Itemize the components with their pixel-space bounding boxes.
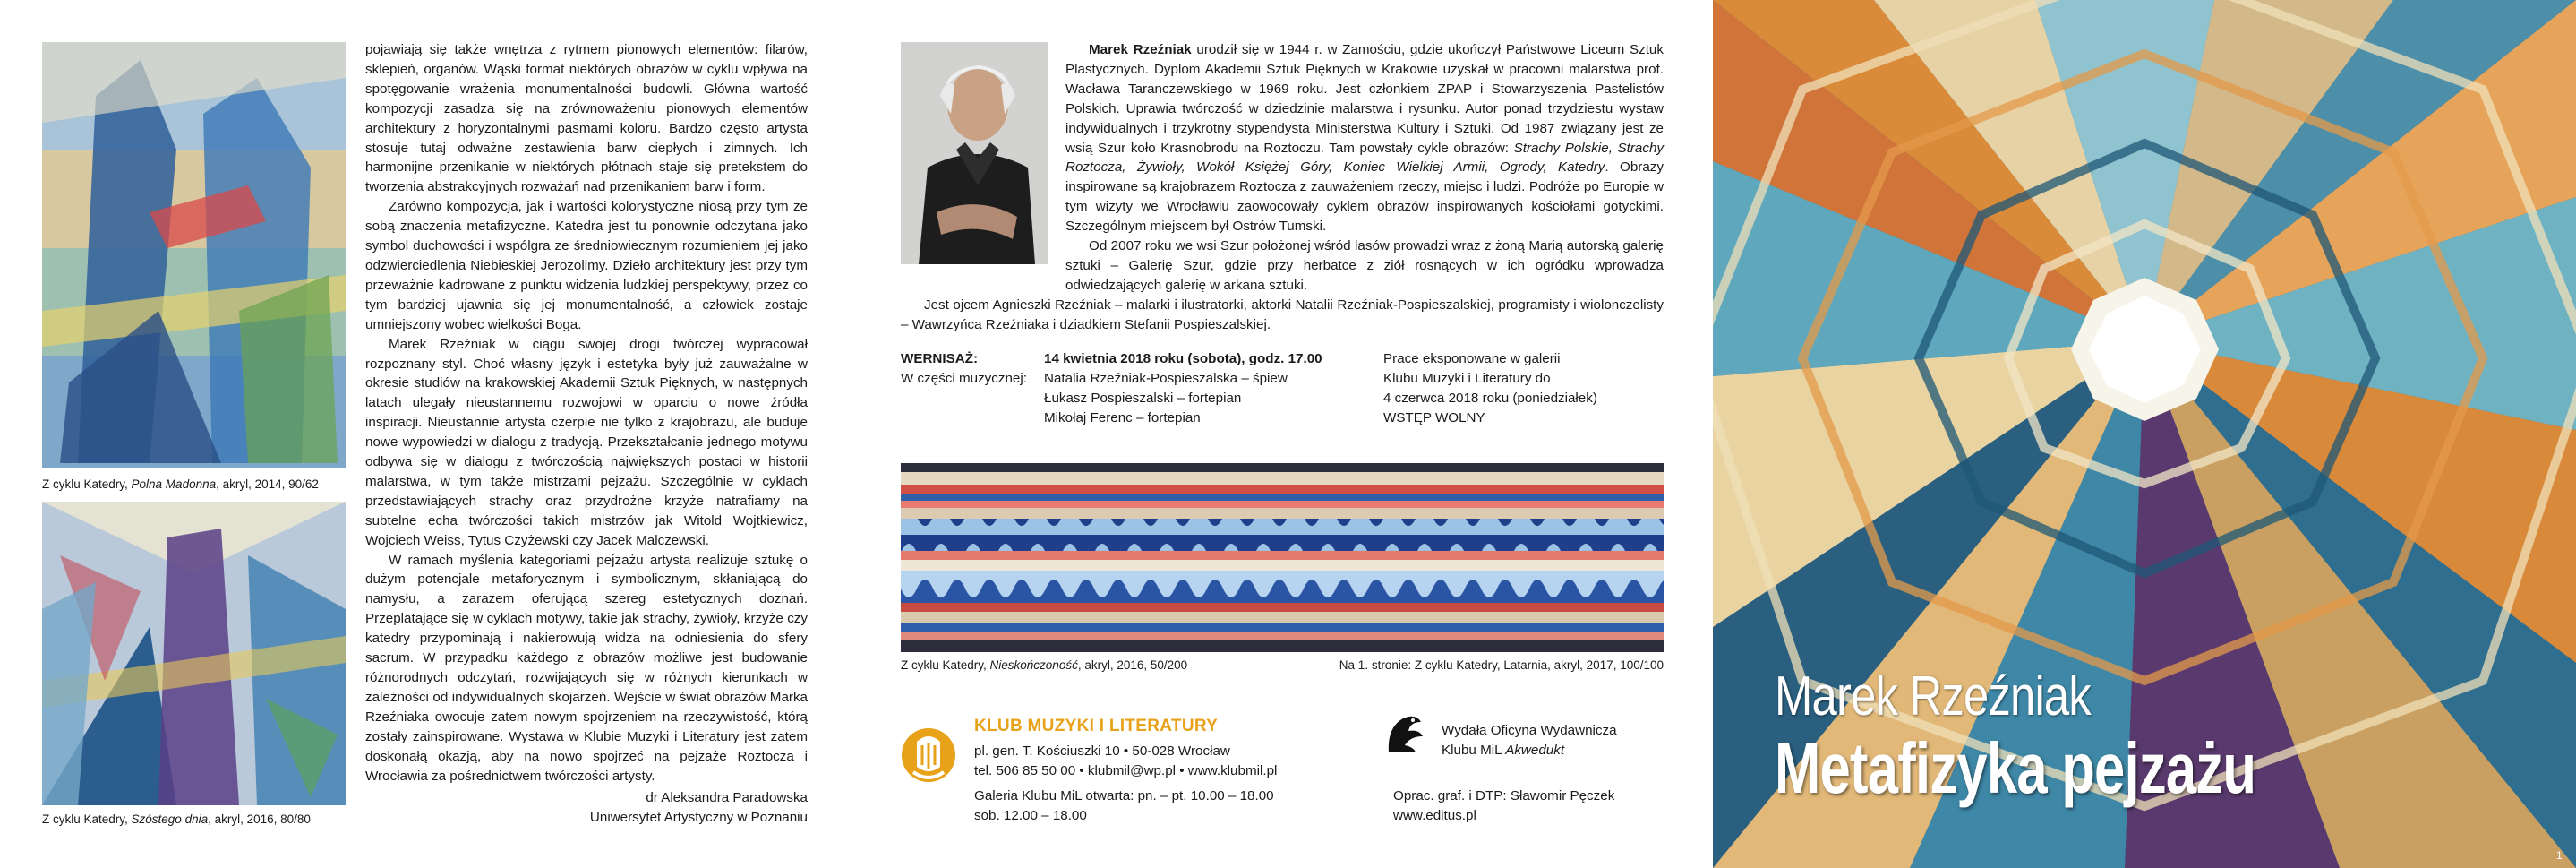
publisher-website: www.editus.pl: [1393, 808, 1476, 823]
essay-paragraph-2: Zarówno kompozycja, jak i wartości kolorystyczne niosą przy tym ze sobą znaczenia metafizyczne. Katedra jest tu ponownie odczytana jako symbol duchowości i wspólgra ze średniowiecznym rozumieniem jej jako odzwierciedlenia Niebieskiej Jerozolimy. Dzieło architektury jest przy tym przeważnie kadrowane z punktu widzenia ludzkiej perspektywy, przez co tym bardziej ujawnia się jej monumentalność, a człowiek zostaje umniejszony wobec wielkości Boga.: [365, 199, 808, 332]
info-line-4: WSTĘP WOLNY: [1383, 410, 1485, 425]
club-address: pl. gen. T. Kościuszki 10 • 50-028 Wrocław: [974, 743, 1230, 759]
caption-szostego-dnia: Z cyklu Katedry, Szóstego dnia, akryl, 2016, 80/80: [42, 812, 311, 826]
music-label: W części muzycznej:: [901, 371, 1027, 386]
essay-paragraph-3: Marek Rzeźniak w ciągu swojej drogi twórczej wypracował rozpoznany styl. Choć własny język i estetyka były już zauważalne w okresie studiów na krakowskiej Akademii Sztuk Pięknych, w następnych latach ulegały nieustannemu rozwojowi w oparciu o nowe źródła inspiracji. Nieustannie artysta czerpie nie tylko z krajobrazu, ale buduje nowe wypowiedzi w dialogu z tradycją. Przekształcanie jednego motywu odbywa się w dialogu z twórczością największych postaci w historii malarstwa, w tym także mistrzami pejzażu. Szczególnie w cyklach przedstawiających strachy oraz przydrożne krzyże natrafiamy na subtelne echa twórczości takich mistrzów jak Witold Wojtkiewicz, Wojciech Weiss, Tytus Czyżewski czy Jacek Malczewski.: [365, 336, 808, 548]
cover-artist-name: Marek Rzeźniak: [1775, 666, 2091, 727]
event-date: 14 kwietnia 2018 roku (sobota), godz. 17.00: [1044, 351, 1322, 366]
dtp-credit: Oprac. graf. i DTP: Sławomir Pęczek: [1393, 788, 1615, 804]
szostego-dnia-art: [42, 502, 346, 805]
painting-nieskonczonosc: [901, 463, 1664, 652]
polna-madonna-art: [42, 42, 346, 468]
cover-page-mark: 1: [2556, 849, 2563, 862]
club-name: KLUB MUZYKI I LITERATURY: [974, 717, 1219, 735]
club-hours-2: sob. 12.00 – 18.00: [974, 808, 1087, 823]
painting-szostego-dnia: [42, 502, 346, 805]
essay-column: [365, 40, 808, 786]
bio-paragraph-3: Jest ojcem Agnieszki Rzeźniak – malarki i ilustratorki, aktorki Natalii Rzeźniak-Pospieszalskiej, programisty i wiolonczelisty – Wawrzyńca Rzeźniaka i dziadkiem Stefanii Pospieszalskiej.: [901, 296, 1664, 332]
nieskonczonosc-art: [901, 463, 1664, 652]
club-hours-1: Galeria Klubu MiL otwarta: pn. – pt. 10.00 – 18.00: [974, 788, 1274, 804]
info-line-1: Prace eksponowane w galerii: [1383, 351, 1561, 366]
essay-affiliation: Uniwersytet Artystyczny w Poznaniu: [589, 810, 808, 825]
publisher-line-2: Klubu MiL Akwedukt: [1442, 743, 1565, 758]
caption-polna-madonna: Z cyklu Katedry, Polna Madonna, akryl, 2014, 90/62: [42, 477, 319, 491]
club-contact: tel. 506 85 50 00 • klubmil@wp.pl • www.klubmil.pl: [974, 763, 1278, 778]
performer-2: Łukasz Pospieszalski – fortepian: [1044, 391, 1242, 406]
essay-author: dr Aleksandra Paradowska: [646, 790, 808, 805]
essay-paragraph-1: pojawiają się także wnętrza z rytmem pionowych elementów: filarów, sklepień, organów. Wąski format niektórych obrazów w cyklu wpływa na spotęgowanie wrażenia monumentalności budowli. Główna wartość kompozycji zasadza się na zrównoważeniu pionowych elementów architektury z horyzontalnymi pasmami koloru. Bardzo często artysta stosuje tutaj odważne zestawienia barw ciepłych i zimnych. Ich harmonijne przenikanie w niektórych płótnach staje się pretekstem do tworzenia abstrakcyjnych rozważań nad przenikaniem barw i form.: [365, 42, 808, 195]
club-logo-icon: [901, 724, 956, 786]
performer-3: Mikołaj Ferenc – fortepian: [1044, 410, 1201, 425]
bio-paragraph-1: Marek Rzeźniak urodził się w 1944 r. w Zamościu, gdzie ukończył Państwowe Liceum Sztuk Plastycznych. Dyplom Akademii Sztuk Pięknych w Krakowie uzyskał w pracowni malarstwa prof. Wacława Taranczewskiego w 1969 roku. Jest członkiem ZPAP i Stowarzyszenia Pastelistów Polskich. Uprawia twórczość w dziedzinie malarstwa i rysunku. Autor ponad trzydziestu wystaw indywidualnych i trzykrotny stypendysta Ministerstwa Kultury i Sztuki. Od 1987 związany jest ze wsią Szur koło Krasnobrodu na Roztoczu. Tam powstały cykle obrazów: Strachy Polskie, Strachy Roztocza, Żywioły, Wokół Księżej Góry, Koniec Wielkiej Armii, Ogrody, Katedry. Obrazy inspirowane są krajobrazem Roztocza z zauważeniem rzeczy, miejsc i ludzi. Podróże po Europie w tym wizyty we Wrocławiu zaowocowały cyklem obrazów inspirowanych kościołami gotyckimi. Szczególnym miejscem był Ostrów Tumski.: [1065, 42, 1665, 235]
performer-1: Natalia Rzeźniak-Pospieszalska – śpiew: [1044, 371, 1288, 386]
bio-artist-name: Marek Rzeźniak: [1089, 42, 1192, 57]
bio-paragraph-2: Od 2007 roku we wsi Szur położonej wśród lasów prowadzi wraz z żoną Marią autorską galerię sztuki – Galerię Szur, gdzie przy herbatce z ziół rosnących w ich ogródku wprowadza odwiedzających galerię w arkana sztuki.: [1065, 238, 1664, 293]
caption-nieskonczonosc: Z cyklu Katedry, Nieskończoność, akryl, 2016, 50/200: [901, 658, 1188, 672]
painting-polna-madonna: [42, 42, 346, 468]
caption-cover-painting: Na 1. stronie: Z cyklu Katedry, Latarnia, akryl, 2017, 100/100: [1339, 658, 1664, 672]
publisher-line-1: Wydała Oficyna Wydawnicza: [1442, 723, 1617, 738]
info-line-2: Klubu Muzyki i Literatury do: [1383, 371, 1551, 386]
bio-column: [901, 40, 1664, 335]
cover-title: Metafizyka pejzażu: [1775, 728, 2256, 808]
wernisaz-label: WERNISAŻ:: [901, 351, 979, 366]
info-line-3: 4 czerwca 2018 roku (poniedziałek): [1383, 391, 1597, 406]
essay-paragraph-4: W ramach myślenia kategoriami pejzażu artysta realizuje sztukę o dużym potencjale metaforycznym i symbolicznym, skłaniającą do namysłu, a zarazem oferującą szereg estetycznych doznań. Przeplatające się w cyklach motywy, takie jak strachy, żywioły, krzyże czy katedry przypominają i nakierowują widza na odniesienia do sfery sacrum. W przypadku każdego z obrazów możliwe jest budowanie różnorodnych odczytań, rozwijających się w różnych kierunkach w zależności od indywidualnych skojarzeń. Wejście w świat obrazów Marka Rzeźniaka owocuje zatem nowym spojrzeniem na rzeczywistość, którą zostały zainspirowane. Wystawa w Klubie Muzyki i Literatury jest zatem doskonałą okazją, aby na nowo spojrzeć na pejzaże Roztocza i Wrocławia za pośrednictwem twórczości artysty.: [365, 552, 808, 784]
akwedukt-logo-icon: [1383, 709, 1426, 756]
